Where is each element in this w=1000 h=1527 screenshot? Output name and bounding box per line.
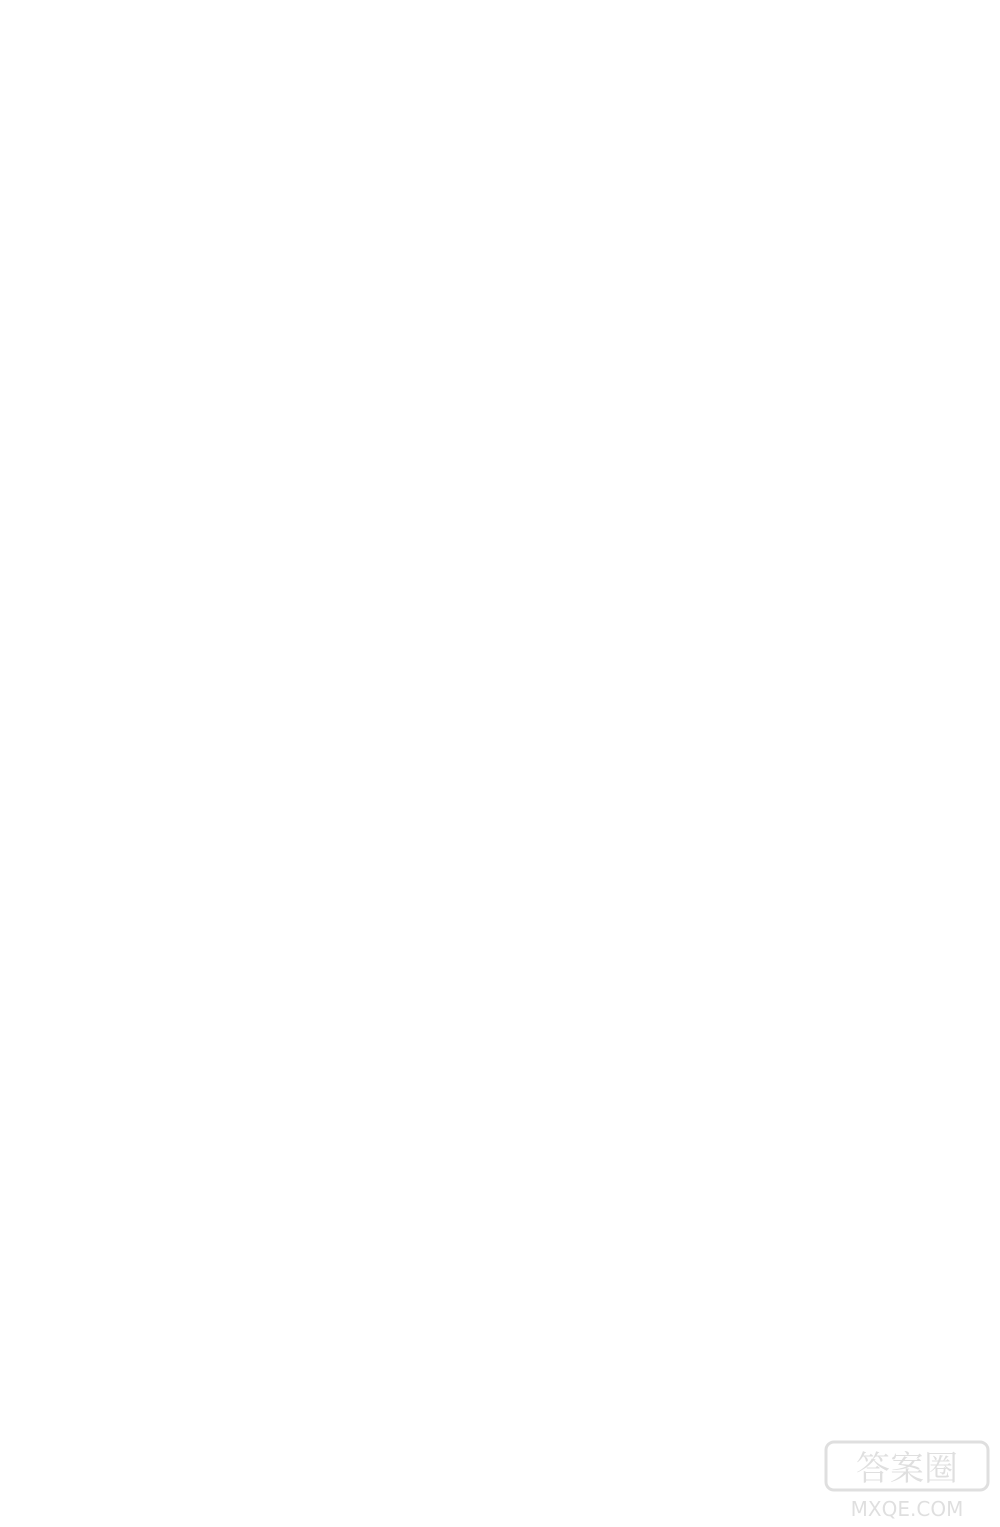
answer-line — [0, 123, 104, 151]
watermark-logo — [822, 1438, 992, 1524]
svg-text:MXQE.COM: MXQE.COM — [850, 1497, 964, 1521]
svg-text:答案圈: 答案圈 — [856, 1449, 958, 1489]
